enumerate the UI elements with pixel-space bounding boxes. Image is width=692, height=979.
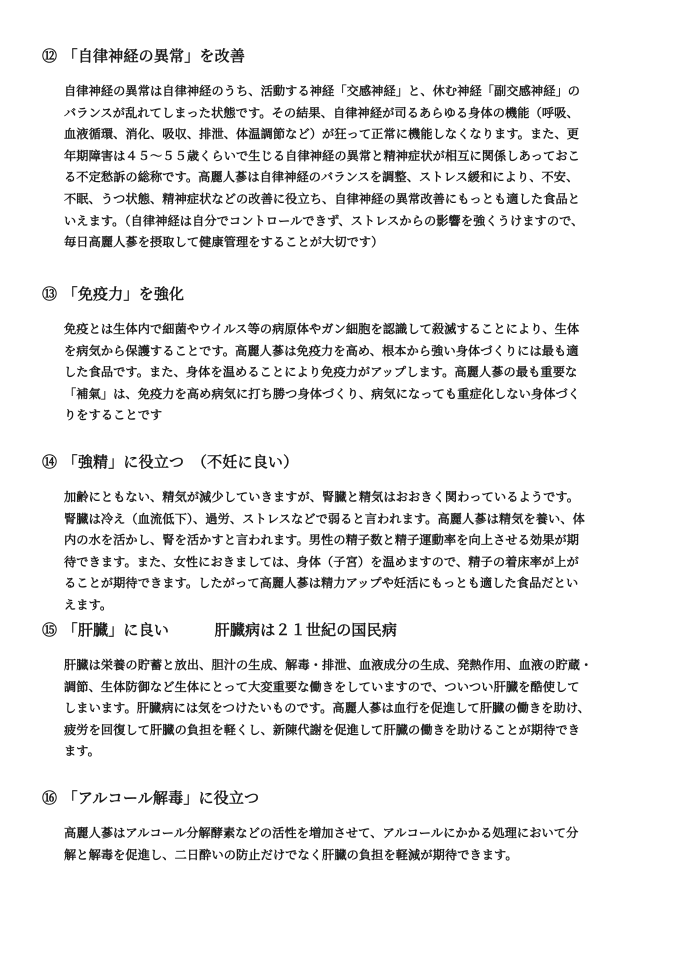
body-line: ることが期待できます。したがって高麗人蔘は精力アップや妊活にもっとも適した食品だとい [64,576,579,591]
section-12 [42,46,662,254]
section-heading: ⑬ 「免疫力」を強化 [42,285,185,303]
section-16 [42,788,662,866]
body-line: 疲労を回復して肝臓の負担を軽くし、新陳代謝を促進して肝臓の働きを助けることが期待でき [64,722,581,737]
body-line: 内の水を活かし、腎を活かすと言われます。男性の精子数と精子運動率を向上させる効果が期 [64,533,580,548]
body-line: 「補氣」は、免疫力を高め病気に打ち勝つ身体づくり、病気になっても重症化しない身体づく [64,386,581,401]
body-line: 待できます。また、女性におきましては、身体（子宮）を温めますので、精子の着床率が上が [64,554,579,569]
body-line: 免疫とは生体内で細菌やウイルス等の病原体やガン細胞を認識して殺滅することにより、生体 [64,322,580,336]
body-line: えます。 [64,597,113,612]
section-body [42,655,662,763]
section-15 [42,620,662,763]
body-line: 自律神経の異常は自律神経のうち、活動する神経「交感神経」と、休む神経「副交感神経」の [64,84,581,98]
body-line: した食品です。また、身体を温めることにより免疫力がアップします。高麗人蔘の最も重要な [64,365,578,380]
section-body [42,823,662,866]
body-line: る不定愁訴の総称です。高麗人蔘は自律神経のバランスを調整、ストレス緩和により、不安、 [64,170,579,185]
body-line: 解と解毒を促進し、二日酔いの防止だけでなく肝臓の負担を軽減が期待できます。 [64,847,518,862]
body-line: 加齢にともない、精気が減少していきますが、腎臓と精気はおおきく関わっているようです。 [64,490,579,504]
body-line: 毎日高麗人蔘を摂取して健康管理をすることが大切です） [64,235,384,250]
section-14 [42,452,662,617]
section-heading: ⑫ 「自律神経の異常」を改善 [42,47,246,65]
body-line: 肝臓は栄養の貯蓄と放出、胆汁の生成、解毒・排泄、血液成分の生成、発熱作用、血液の貯蔵・ [64,658,593,672]
section-body [42,81,662,254]
section-13 [42,284,662,427]
section-heading: ⑯ 「アルコール解毒」に役立つ [42,789,260,807]
body-line: 腎臓は冷え（血流低下）、過労、ストレスなどで弱ると言われます。高麗人蔘は精気を養い、体 [64,511,585,526]
body-line: バランスが乱れてしまった状態です。その結果、自律神経が司るあらゆる身体の機能（呼吸、 [64,105,579,120]
body-line: りをすることです [64,408,163,423]
section-heading: ⑮ 「肝臓」に良い 肝臓病は２１世紀の国民病 [42,621,398,639]
body-line: 高麗人蔘はアルコール分解酵素などの活性を増加させて、アルコールにかかる処理において分 [64,826,579,840]
section-heading: ⑭ 「強精」に役立つ （不妊に良い） [42,453,299,471]
section-body [42,487,662,617]
body-line: 不眠、うつ状態、精神症状などの改善に役立ち、自律神経の異常改善にもっとも適した食品と [64,191,581,206]
body-line: ます。 [64,744,100,759]
body-line: 年期障害は４５～５５歳くらいで生じる自律神経の異常と精神症状が相互に関係しあっておこ [64,148,580,163]
body-line: いえます。（自律神経は自分でコントロールできず、ストレスからの影響を強くうけますので、 [64,213,584,228]
body-line: 血液循環、消化、吸収、排泄、体温調節など）が狂って正常に機能しなくなります。また、更 [64,127,580,142]
body-line: しまいます。肝臓病には気をつけたいものです。高麗人蔘は血行を促進して肝臓の働きを助け、 [64,701,590,716]
section-body [42,319,662,427]
body-line: 調節、生体防御など生体にとって大変重要な働きをしていますので、ついつい肝臓を酷使して [64,679,580,694]
body-line: を病気から保護することです。高麗人蔘は免疫力を高め、根本から強い身体づくりには最も適 [64,343,579,358]
